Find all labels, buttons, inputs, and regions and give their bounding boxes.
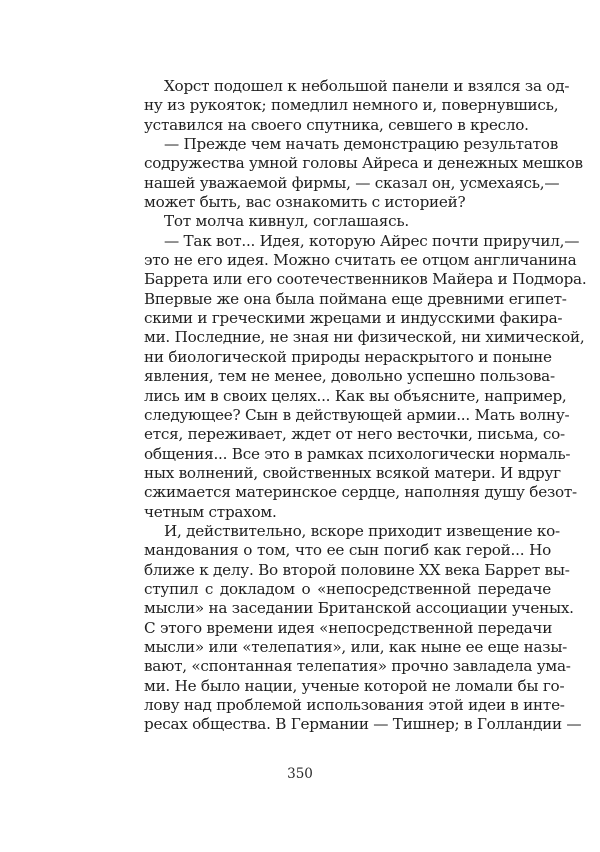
text-line: ми. Последние, не зная ни физической, ни химической, bbox=[144, 328, 585, 347]
text-line: сжимается материнское сердце, наполняя душу безот- bbox=[144, 483, 577, 502]
text-line: общения... Все это в рамках психологически нормаль- bbox=[144, 444, 571, 463]
text-line: следующее? Сын в действующей армии... Мать волну- bbox=[144, 405, 570, 424]
text-line: мандования о том, что ее сын погиб как герой... Но bbox=[144, 541, 551, 560]
text-line: мысли» на заседании Британской ассоциации ученых. bbox=[144, 599, 574, 618]
body-text bbox=[144, 77, 587, 735]
page-number: 350 bbox=[287, 766, 313, 782]
text-line: ближе к делу. Во второй половине XX века Баррет вы- bbox=[144, 560, 570, 579]
text-line: лись им в своих целях... Как вы объясните, например, bbox=[144, 386, 567, 405]
text-line: ресах общества. В Германии — Тишнер; в Голландии — bbox=[144, 715, 582, 734]
text-line: явления, тем не менее, довольно успешно пользова- bbox=[144, 367, 555, 386]
text-line: мысли» или «телепатия», или, как ныне ее еще назы- bbox=[144, 637, 568, 656]
text-line: содружества умной головы Айреса и денежных мешков bbox=[144, 154, 583, 173]
text-line: Хорст подошел к небольшой панели и взялся за од- bbox=[164, 77, 570, 95]
text-line: Впервые же она была поймана еще древними египет- bbox=[144, 289, 567, 308]
text-line: четным страхом. bbox=[144, 502, 277, 521]
text-line: ни биологической природы нераскрытого и поныне bbox=[144, 347, 552, 366]
text-line: уставился на своего спутника, севшего в кресло. bbox=[144, 115, 529, 134]
text-line: С этого времени идея «непосредственной передачи bbox=[144, 618, 553, 637]
text-line: нашей уважаемой фирмы, — сказал он, усмехаясь,— bbox=[144, 173, 560, 192]
text-line: — Так вот... Идея, которую Айрес почти приручил,— bbox=[164, 231, 580, 250]
text-line: вают, «спонтанная телепатия» прочно завладела ума- bbox=[144, 657, 571, 676]
text-line: это не его идея. Можно считать ее отцом англичанина bbox=[144, 251, 577, 270]
text-line: ступил с докладом о «непосредственной передаче bbox=[144, 579, 551, 598]
text-line: ется, переживает, ждет от него весточки, письма, со- bbox=[144, 425, 565, 444]
text-line: скими и греческими жрецами и индусскими факира- bbox=[144, 309, 563, 328]
text-line: Тот молча кивнул, соглашаясь. bbox=[164, 212, 409, 231]
text-line: ми. Не было нации, ученые которой не ломали бы го- bbox=[144, 676, 565, 695]
text-line: лову над проблемой использования этой идеи в инте- bbox=[144, 696, 565, 714]
text-line: И, действительно, вскоре приходит извещение ко- bbox=[164, 521, 560, 540]
text-line: Баррета или его соотечественников Майера и Подмора. bbox=[144, 270, 587, 289]
text-line: ну из рукояток; помедлил немного и, повернувшись, bbox=[144, 96, 559, 115]
text-line: ных волнений, свойственных всякой матери. И вдруг bbox=[144, 463, 561, 482]
text-line: может быть, вас ознакомить с историей? bbox=[144, 193, 466, 212]
text-line: — Прежде чем начать демонстрацию результатов bbox=[164, 135, 558, 154]
